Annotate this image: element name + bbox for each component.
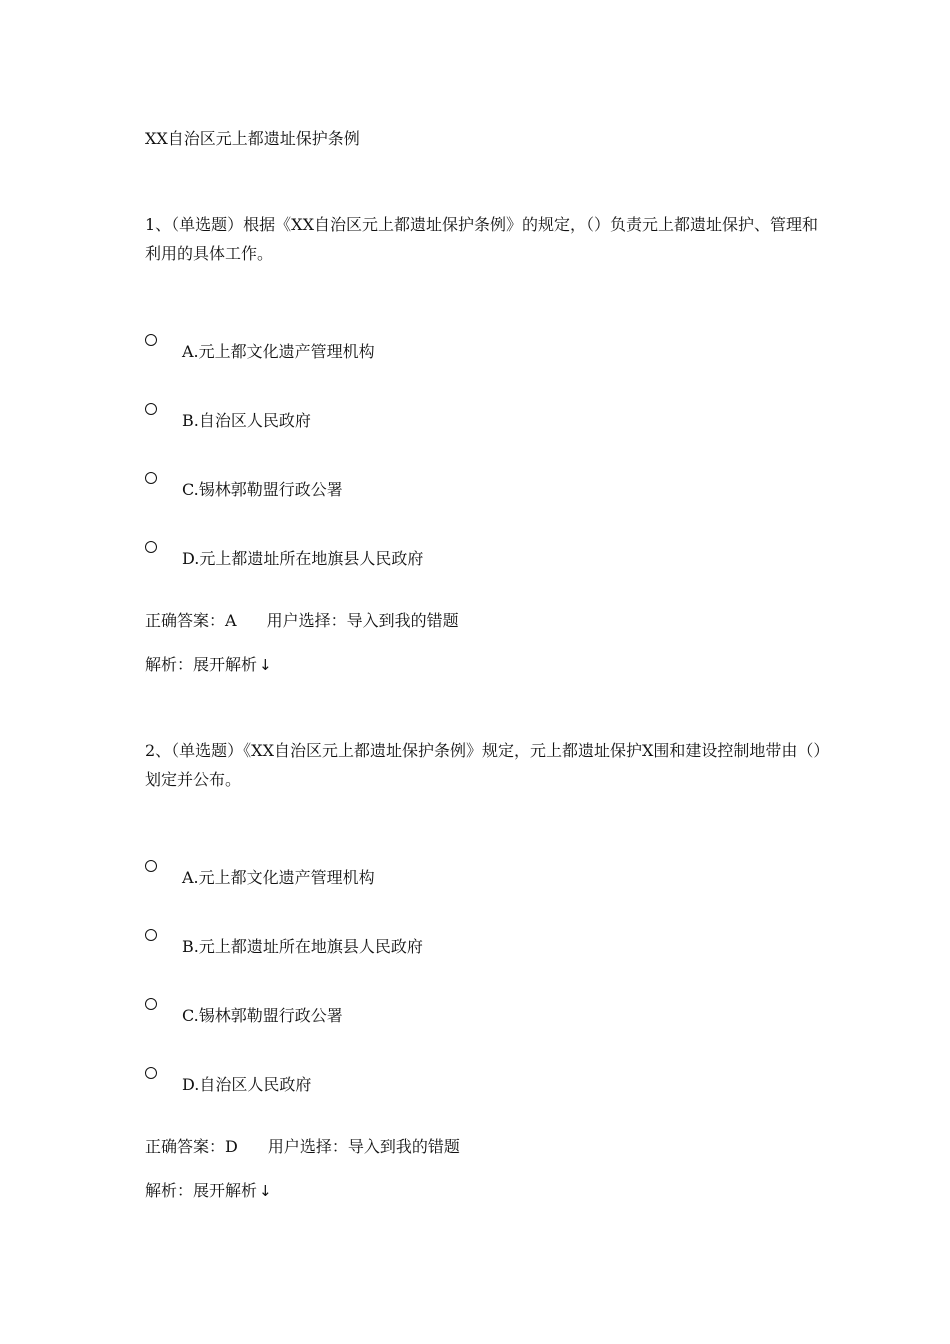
radio-button-icon[interactable]	[145, 998, 157, 1010]
option-label: A.元上都文化遗产管理机构	[182, 868, 375, 887]
analysis-toggle[interactable]	[145, 652, 272, 675]
radio-button-icon[interactable]	[145, 334, 157, 346]
user-choice[interactable]: 用户选择：导入到我的错题	[267, 1137, 460, 1156]
option-c[interactable]	[145, 998, 745, 1028]
radio-button-icon[interactable]	[145, 472, 157, 484]
arrow-down-icon[interactable]: ↓	[259, 1182, 272, 1200]
user-choice[interactable]: 用户选择：导入到我的错题	[266, 611, 459, 630]
option-b[interactable]	[145, 929, 745, 959]
radio-button-icon[interactable]	[145, 929, 157, 941]
option-b[interactable]	[145, 403, 745, 433]
option-label: C.锡林郭勒盟行政公署	[182, 480, 343, 499]
radio-button-icon[interactable]	[145, 860, 157, 872]
option-d[interactable]	[145, 541, 745, 571]
option-a[interactable]	[145, 860, 745, 890]
question-stem: 2、（单选题）《XX自治区元上都遗址保护条例》规定，元上都遗址保护X围和建设控制地带由（）划定并公布。	[145, 741, 822, 789]
option-label: D.元上都遗址所在地旗县人民政府	[182, 549, 424, 568]
analysis-label[interactable]: 解析：展开解析	[145, 655, 258, 674]
option-label: B.自治区人民政府	[182, 411, 311, 430]
option-label: A.元上都文化遗产管理机构	[182, 342, 375, 361]
option-label: B.元上都遗址所在地旗县人民政府	[182, 937, 423, 956]
answer-line	[145, 608, 459, 631]
correct-answer: 正确答案：A	[145, 611, 237, 630]
question-stem: 1、（单选题）根据《XX自治区元上都遗址保护条例》的规定，（）负责元上都遗址保护、管理和利用的具体工作。	[145, 215, 818, 263]
option-a[interactable]	[145, 334, 745, 364]
document-title: XX自治区元上都遗址保护条例	[145, 129, 360, 148]
analysis-toggle[interactable]	[145, 1178, 272, 1201]
question-2	[145, 736, 825, 1200]
option-c[interactable]	[145, 472, 745, 502]
radio-button-icon[interactable]	[145, 541, 157, 553]
answer-line	[145, 1134, 460, 1157]
option-d[interactable]	[145, 1067, 745, 1097]
option-label: D.自治区人民政府	[182, 1075, 312, 1094]
question-1	[145, 210, 825, 674]
option-label: C.锡林郭勒盟行政公署	[182, 1006, 343, 1025]
radio-button-icon[interactable]	[145, 403, 157, 415]
analysis-label[interactable]: 解析：展开解析	[145, 1181, 258, 1200]
correct-answer: 正确答案：D	[145, 1137, 238, 1156]
radio-button-icon[interactable]	[145, 1067, 157, 1079]
arrow-down-icon[interactable]: ↓	[259, 656, 272, 674]
